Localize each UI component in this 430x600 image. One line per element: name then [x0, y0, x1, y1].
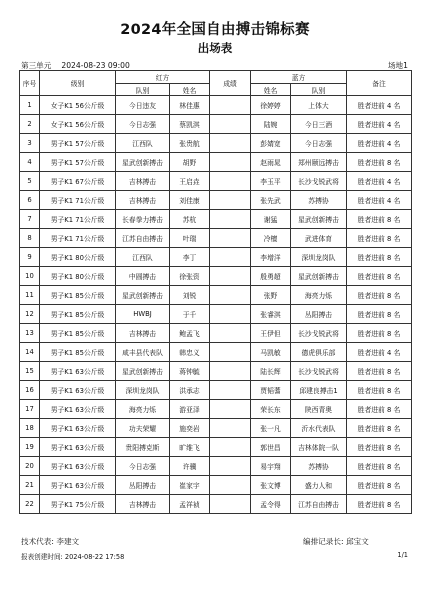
red-fighter: 李丁 — [170, 248, 210, 267]
blue-fighter: 张野 — [251, 286, 291, 305]
red-fighter: 鲍孟飞 — [170, 324, 210, 343]
weight-category: 男子K1 57公斤级 — [40, 153, 116, 172]
red-team: 今日违友 — [116, 96, 170, 115]
blue-fighter: 张一凡 — [251, 419, 291, 438]
remark: 胜者进前 8 名 — [347, 495, 412, 514]
red-team: 贵阳搏克斯 — [116, 438, 170, 457]
remark: 胜者进前 8 名 — [347, 476, 412, 495]
weight-category: 女子K1 56公斤级 — [40, 115, 116, 134]
red-fighter: 王启垚 — [170, 172, 210, 191]
page-title: 2024年全国自由搏击锦标赛 — [120, 22, 310, 38]
blue-fighter: 郭世昌 — [251, 438, 291, 457]
remark: 胜者进前 8 名 — [347, 153, 412, 172]
red-team: 海亮力烁 — [116, 400, 170, 419]
blue-fighter: 易宇翔 — [251, 457, 291, 476]
red-fighter: 林佳惠 — [170, 96, 210, 115]
red-team: 长春拳力搏击 — [116, 210, 170, 229]
blue-team: 盛力人和 — [291, 476, 347, 495]
blue-team: 德虎俱乐部 — [291, 343, 347, 362]
blue-team: 星武创新搏击 — [291, 267, 347, 286]
red-team: 江苏自由搏击 — [116, 229, 170, 248]
red-team: HWBJ — [116, 305, 170, 324]
weight-category: 男子K1 85公斤级 — [40, 324, 116, 343]
result-cell — [210, 324, 251, 343]
weight-category: 男子K1 71公斤级 — [40, 191, 116, 210]
table-row — [20, 476, 412, 495]
row-number: 19 — [20, 438, 40, 457]
weight-category: 男子K1 67公斤级 — [40, 172, 116, 191]
result-cell — [210, 343, 251, 362]
remark: 胜者进前 4 名 — [347, 191, 412, 210]
red-fighter: 施奕岩 — [170, 419, 210, 438]
result-cell — [210, 153, 251, 172]
result-cell — [210, 362, 251, 381]
table-row — [20, 362, 412, 381]
red-fighter: 崔家宇 — [170, 476, 210, 495]
blue-fighter: 李增洋 — [251, 248, 291, 267]
row-number: 1 — [20, 96, 40, 115]
header-result: 成绩 — [210, 71, 251, 96]
red-fighter: 孟祥祯 — [170, 495, 210, 514]
session-unit: 第三单元 — [21, 61, 52, 70]
table-row — [20, 343, 412, 362]
row-number: 7 — [20, 210, 40, 229]
weight-category: 男子K1 71公斤级 — [40, 229, 116, 248]
row-number: 21 — [20, 476, 40, 495]
result-cell — [210, 495, 251, 514]
row-number: 22 — [20, 495, 40, 514]
result-cell — [210, 210, 251, 229]
weight-category: 男子K1 85公斤级 — [40, 343, 116, 362]
red-team: 今日志强 — [116, 457, 170, 476]
red-fighter: 苏杭 — [170, 210, 210, 229]
blue-fighter: 马凯敏 — [251, 343, 291, 362]
row-number: 15 — [20, 362, 40, 381]
blue-fighter: 王伊但 — [251, 324, 291, 343]
red-team: 吉林搏击 — [116, 495, 170, 514]
result-cell — [210, 229, 251, 248]
table-row — [20, 191, 412, 210]
red-team: 吉林搏击 — [116, 172, 170, 191]
blue-team: 沂水代表队 — [291, 419, 347, 438]
table-row — [20, 229, 412, 248]
red-team: 吉林搏击 — [116, 324, 170, 343]
row-number: 6 — [20, 191, 40, 210]
report-created-time: 报表创建时间: 2024-08-22 17:58 — [21, 553, 125, 561]
blue-fighter: 李玉平 — [251, 172, 291, 191]
red-fighter: 洪承志 — [170, 381, 210, 400]
record-chief: 编排记录长: 邱宝文 — [303, 537, 369, 546]
weight-category: 男子K1 85公斤级 — [40, 286, 116, 305]
table-row — [20, 210, 412, 229]
red-team: 中圆搏击 — [116, 267, 170, 286]
table-row — [20, 115, 412, 134]
result-cell — [210, 381, 251, 400]
table-row — [20, 381, 412, 400]
red-team: 今日志强 — [116, 115, 170, 134]
blue-fighter: 张睿淇 — [251, 305, 291, 324]
remark: 胜者进前 8 名 — [347, 362, 412, 381]
red-fighter: 刘佳康 — [170, 191, 210, 210]
weight-category: 男子K1 71公斤级 — [40, 210, 116, 229]
weight-category: 男子K1 63公斤级 — [40, 419, 116, 438]
table-row — [20, 267, 412, 286]
blue-team: 深圳龙岗队 — [291, 248, 347, 267]
blue-fighter: 张文博 — [251, 476, 291, 495]
blue-team: 上体大 — [291, 96, 347, 115]
remark: 胜者进前 4 名 — [347, 172, 412, 191]
header-blue-team: 队别 — [291, 84, 347, 96]
blue-fighter: 荣长东 — [251, 400, 291, 419]
table-row — [20, 153, 412, 172]
bout-table — [19, 70, 412, 514]
blue-team: 苏搏协 — [291, 457, 347, 476]
page-subtitle: 出场表 — [197, 41, 233, 55]
table-row — [20, 172, 412, 191]
remark: 胜者进前 4 名 — [347, 96, 412, 115]
row-number: 9 — [20, 248, 40, 267]
remark: 胜者进前 4 名 — [347, 134, 412, 153]
row-number: 16 — [20, 381, 40, 400]
result-cell — [210, 476, 251, 495]
red-team: 咸丰县代表队 — [116, 343, 170, 362]
remark: 胜者进前 8 名 — [347, 400, 412, 419]
row-number: 12 — [20, 305, 40, 324]
blue-fighter: 陆长辉 — [251, 362, 291, 381]
remark: 胜者进前 8 名 — [347, 210, 412, 229]
table-row — [20, 134, 412, 153]
table-row — [20, 286, 412, 305]
row-number: 20 — [20, 457, 40, 476]
blue-team: 丛阳搏击 — [291, 305, 347, 324]
blue-team: 星武创新搏击 — [291, 210, 347, 229]
blue-team: 邱建良搏击1 — [291, 381, 347, 400]
blue-team: 江苏自由搏击 — [291, 495, 347, 514]
result-cell — [210, 96, 251, 115]
red-team: 江西队 — [116, 134, 170, 153]
weight-category: 男子K1 63公斤级 — [40, 457, 116, 476]
row-number: 5 — [20, 172, 40, 191]
red-team: 吉林搏击 — [116, 191, 170, 210]
result-cell — [210, 457, 251, 476]
table-row — [20, 400, 412, 419]
row-number: 8 — [20, 229, 40, 248]
blue-fighter: 殷勇超 — [251, 267, 291, 286]
blue-team: 今日三酒 — [291, 115, 347, 134]
result-cell — [210, 172, 251, 191]
red-fighter: 蒋钟毓 — [170, 362, 210, 381]
red-team: 丛阳搏击 — [116, 476, 170, 495]
blue-team: 陕西青奥 — [291, 400, 347, 419]
table-row — [20, 419, 412, 438]
header-no: 序号 — [20, 71, 40, 96]
remark: 胜者进前 8 名 — [347, 229, 412, 248]
red-team: 江西队 — [116, 248, 170, 267]
session-datetime: 2024-08-23 09:00 — [61, 61, 130, 70]
blue-fighter: 谢猛 — [251, 210, 291, 229]
remark: 胜者进前 8 名 — [347, 248, 412, 267]
red-fighter: 蔡凯淇 — [170, 115, 210, 134]
blue-fighter: 彭婧宽 — [251, 134, 291, 153]
remark: 胜者进前 8 名 — [347, 438, 412, 457]
row-number: 3 — [20, 134, 40, 153]
row-number: 18 — [20, 419, 40, 438]
weight-category: 男子K1 63公斤级 — [40, 476, 116, 495]
row-number: 17 — [20, 400, 40, 419]
red-fighter: 刘锐 — [170, 286, 210, 305]
blue-fighter: 张先武 — [251, 191, 291, 210]
remark: 胜者进前 8 名 — [347, 286, 412, 305]
result-cell — [210, 134, 251, 153]
result-cell — [210, 438, 251, 457]
weight-category: 男子K1 75公斤级 — [40, 495, 116, 514]
table-row — [20, 438, 412, 457]
red-fighter: 张贵航 — [170, 134, 210, 153]
row-number: 10 — [20, 267, 40, 286]
blue-team: 吉林体院一队 — [291, 438, 347, 457]
remark: 胜者进前 8 名 — [347, 381, 412, 400]
blue-team: 海亮力烁 — [291, 286, 347, 305]
weight-category: 男子K1 63公斤级 — [40, 362, 116, 381]
blue-fighter: 冷檀 — [251, 229, 291, 248]
weight-category: 男子K1 63公斤级 — [40, 438, 116, 457]
weight-category: 男子K1 80公斤级 — [40, 267, 116, 286]
red-team: 深圳龙岗队 — [116, 381, 170, 400]
page-number: 1/1 — [397, 551, 408, 559]
blue-fighter: 孟令得 — [251, 495, 291, 514]
technical-delegate: 技术代表: 李建文 — [21, 537, 80, 546]
table-row — [20, 495, 412, 514]
red-fighter: 韩忠义 — [170, 343, 210, 362]
result-cell — [210, 115, 251, 134]
red-fighter: 于千 — [170, 305, 210, 324]
red-team: 星武创新搏击 — [116, 362, 170, 381]
remark: 胜者进前 8 名 — [347, 267, 412, 286]
remark: 胜者进前 4 名 — [347, 343, 412, 362]
table-row — [20, 248, 412, 267]
header-category: 级别 — [40, 71, 116, 96]
blue-team: 郑州颐远搏击 — [291, 153, 347, 172]
blue-team: 武进体育 — [291, 229, 347, 248]
result-cell — [210, 305, 251, 324]
weight-category: 男子K1 85公斤级 — [40, 305, 116, 324]
blue-team: 长沙戈锐武将 — [291, 324, 347, 343]
result-cell — [210, 419, 251, 438]
table-row — [20, 96, 412, 115]
red-fighter: 旷维飞 — [170, 438, 210, 457]
result-cell — [210, 286, 251, 305]
header-red-corner: 红方 — [116, 71, 210, 84]
remark: 胜者进前 8 名 — [347, 324, 412, 343]
result-cell — [210, 248, 251, 267]
result-cell — [210, 267, 251, 286]
blue-team: 今日志强 — [291, 134, 347, 153]
result-cell — [210, 191, 251, 210]
row-number: 11 — [20, 286, 40, 305]
red-team: 星武创新搏击 — [116, 153, 170, 172]
table-row — [20, 305, 412, 324]
blue-fighter: 贾韬蓍 — [251, 381, 291, 400]
header-red-team: 队别 — [116, 84, 170, 96]
blue-team: 长沙戈锐武将 — [291, 172, 347, 191]
venue-label: 场地1 — [387, 61, 408, 70]
table-row — [20, 457, 412, 476]
blue-team: 苏搏协 — [291, 191, 347, 210]
blue-fighter: 徐婷婷 — [251, 96, 291, 115]
weight-category: 男子K1 57公斤级 — [40, 134, 116, 153]
weight-category: 男子K1 63公斤级 — [40, 400, 116, 419]
result-cell — [210, 400, 251, 419]
row-number: 4 — [20, 153, 40, 172]
red-fighter: 胡野 — [170, 153, 210, 172]
red-team: 功夫荣耀 — [116, 419, 170, 438]
header-blue-corner: 蓝方 — [251, 71, 347, 84]
header-remark: 备注 — [347, 71, 412, 96]
remark: 胜者进前 8 名 — [347, 305, 412, 324]
red-team: 星武创新搏击 — [116, 286, 170, 305]
blue-team: 长沙戈锐武将 — [291, 362, 347, 381]
remark: 胜者进前 8 名 — [347, 457, 412, 476]
blue-fighter: 赵雨晁 — [251, 153, 291, 172]
remark: 胜者进前 4 名 — [347, 115, 412, 134]
row-number: 13 — [20, 324, 40, 343]
red-fighter: 叶瑞 — [170, 229, 210, 248]
weight-category: 男子K1 80公斤级 — [40, 248, 116, 267]
table-row — [20, 324, 412, 343]
red-fighter: 许骥 — [170, 457, 210, 476]
header-blue-name: 姓名 — [251, 84, 291, 96]
blue-fighter: 陆婉 — [251, 115, 291, 134]
row-number: 14 — [20, 343, 40, 362]
red-fighter: 游亚泽 — [170, 400, 210, 419]
red-fighter: 徐张资 — [170, 267, 210, 286]
row-number: 2 — [20, 115, 40, 134]
header-red-name: 姓名 — [170, 84, 210, 96]
remark: 胜者进前 8 名 — [347, 419, 412, 438]
weight-category: 女子K1 56公斤级 — [40, 96, 116, 115]
weight-category: 男子K1 63公斤级 — [40, 381, 116, 400]
